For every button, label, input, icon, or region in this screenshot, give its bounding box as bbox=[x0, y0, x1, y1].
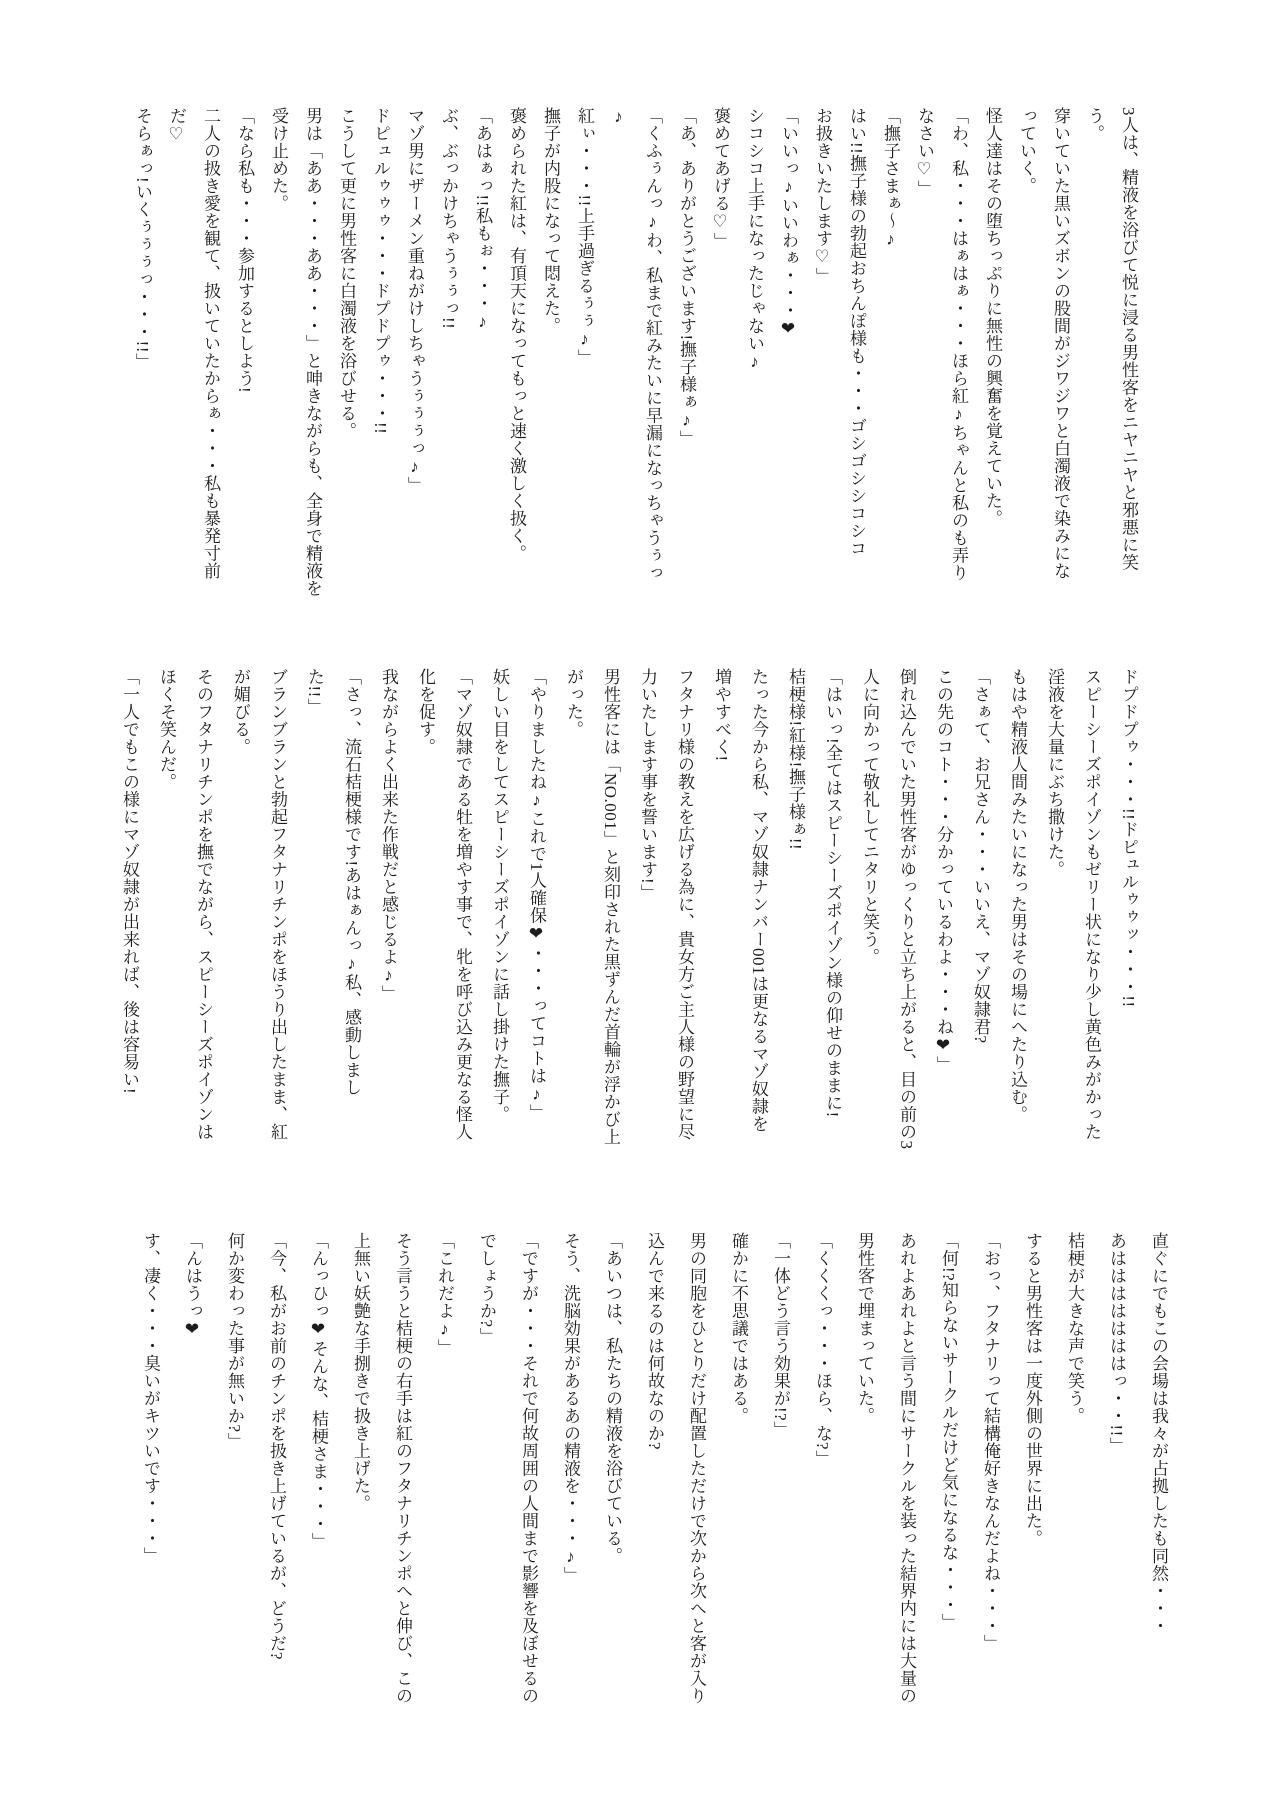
text-column: 「なら私も・・・参加するとしよう! bbox=[235, 107, 254, 394]
text-band-middle bbox=[101, 668, 1137, 1183]
text-column: 「ですが・・・それで何故周囲の人間まで影響を及ぼせるの bbox=[519, 1232, 538, 1705]
text-column: はい!!撫子様の勃起おちんぽ様も・・・ゴシゴシシコシコ bbox=[847, 107, 866, 557]
text-column: そらぁっ!いくぅぅぅっ・・・!!」 bbox=[133, 107, 152, 371]
text-column: 「何!?知らないサークルだけど気になるな・・・」 bbox=[939, 1232, 958, 1632]
text-column: 男は「ああ・・・ああ・・・」と呻きながらも、全身で精液を bbox=[303, 107, 322, 597]
text-column: 確かに不思議ではある。 bbox=[729, 1232, 748, 1425]
text-column: 男の同胞をひとりだけ配置しただけで次から次へと客が入り bbox=[687, 1232, 706, 1705]
text-column: す、凄く・・・臭いがキツいです・・・」 bbox=[141, 1232, 160, 1565]
text-band-top bbox=[117, 107, 1137, 637]
text-column: すると男性客は一度外側の世界に出た。 bbox=[1023, 1232, 1042, 1547]
text-column: 我ながらよく出来た作戦だと感じるよ♪」 bbox=[379, 668, 398, 1003]
text-column: 増やすべく! bbox=[712, 668, 731, 762]
text-column: シコシコ上手になったじゃない♪ bbox=[745, 107, 764, 372]
text-column: 「あはぁっ!!私もぉ・・・♪ bbox=[473, 107, 492, 332]
text-column: でしょうか?」 bbox=[477, 1232, 496, 1346]
text-column: う。 bbox=[1085, 107, 1104, 142]
text-column: 淫液を大量にぶち撒けた。 bbox=[1045, 668, 1064, 878]
text-column: 何か変わった事が無いか?」 bbox=[225, 1232, 244, 1451]
text-column: あはははははははっ・・!!」 bbox=[1107, 1232, 1126, 1455]
text-column: スピーシーズポイゾンもゼリー状になり少し黄色みがかった bbox=[1082, 668, 1101, 1141]
text-column: 「あいつは、私たちの精液を浴びている。 bbox=[603, 1232, 622, 1565]
text-column: 受け止めた。 bbox=[269, 107, 288, 212]
text-column: 「今、私がお前のチンポを扱き上げているが、どうだ? bbox=[267, 1232, 286, 1661]
text-column: 「これだよ♪」 bbox=[435, 1232, 454, 1357]
text-column: 倒れ込んでいた男性客がゆっくりと立ち上がると、目の前の3 bbox=[897, 668, 916, 1150]
text-column: 怪人達はその堕ちっぷりに無性の興奮を覚えていた。 bbox=[983, 107, 1002, 527]
text-column: 「一体どう言う効果が!?」 bbox=[771, 1232, 790, 1439]
text-column: 「やりましたね♪これで1人確保❤・・・ってコトは♪」 bbox=[527, 668, 546, 1122]
text-column: 紅ぃ・・・!!上手過ぎるぅぅ♪」 bbox=[575, 107, 594, 367]
text-column: 妖しい目をしてスピーシーズポイゾンに話し掛けた撫子。 bbox=[490, 668, 509, 1123]
text-column: そう言うと桔梗の右手は紅のフタナリチンポへと伸び、この bbox=[393, 1232, 412, 1705]
text-column: がった。 bbox=[564, 668, 583, 738]
text-column: 撫子が内股になって悶えた。 bbox=[541, 107, 560, 335]
text-column: 「さぁて、お兄さん・・・いいえ、マゾ奴隷君? bbox=[971, 668, 990, 1044]
text-column: 「あ、ありがとうございます!撫子様ぁ♪」 bbox=[677, 107, 696, 448]
text-column: 化を促す。 bbox=[416, 668, 435, 756]
text-column: 二人の扱き愛を観て、扱いていたからぁ・・・私も暴発寸前 bbox=[201, 107, 220, 580]
text-band-bottom bbox=[117, 1232, 1167, 1712]
text-column: ぶ、ぶっかけちゃうぅぅっ!! bbox=[439, 107, 458, 330]
text-column: 「んはうっ❤ bbox=[183, 1232, 202, 1340]
text-column: 桔梗様!紅様!撫子様ぁ!! bbox=[786, 668, 805, 851]
text-column: なさい♡」 bbox=[915, 107, 934, 198]
text-column: フタナリ様の教えを広げる為に、貴女方ご主人様の野望に尽 bbox=[675, 668, 694, 1141]
text-column: そのフタナリチンポを撫でながら、スピーシーズポイゾンは bbox=[194, 668, 213, 1141]
text-column: 人に向かって敬礼してニタリと笑う。 bbox=[860, 668, 879, 966]
text-column: 褒められた紅は、有頂天になってもっと速く激しく扱く。 bbox=[507, 107, 526, 562]
text-column: 「わ、私・・・はぁはぁ・・・ほら紅♪ちゃんと私のも弄り bbox=[949, 107, 968, 582]
text-column: 「んっひっ❤そんな、桔梗さま・・・」 bbox=[309, 1232, 328, 1550]
text-column: たった今から私、マゾ奴隷ナンバー001は更なるマゾ奴隷を bbox=[749, 668, 768, 1133]
text-column: 3人は、精液を浴びて悦に浸る男性客をニヤニヤと邪悪に笑 bbox=[1119, 107, 1138, 571]
text-column: 「マゾ奴隷である牡を増やす事で、牝を呼び込み更なる怪人 bbox=[453, 668, 472, 1141]
text-column: お扱きいたします♡」 bbox=[813, 107, 832, 285]
text-column: 上無い妖艶な手捌きで扱き上げた。 bbox=[351, 1232, 370, 1512]
text-column: この先のコト・・・分かっているわよ・・・ね❤」 bbox=[934, 668, 953, 1074]
text-column: 「はいっ!全てはスピーシーズポイゾン様の仰せのままに! bbox=[823, 668, 842, 1118]
text-column: ほくそ笑んだ。 bbox=[157, 668, 176, 791]
text-column: 桔梗が大きな声で笑う。 bbox=[1065, 1232, 1084, 1425]
text-column: 褒めてあげる♡」 bbox=[711, 107, 730, 250]
text-column: こうして更に男性客に白濁液を浴びせる。 bbox=[337, 107, 356, 440]
text-column: 「くふぅんっ♪わ、私まで紅みたいに早漏になっちゃうぅっ bbox=[643, 107, 662, 582]
text-column: っていく。 bbox=[1017, 107, 1036, 195]
text-column: 男性客で埋まっていた。 bbox=[855, 1232, 874, 1425]
text-column: 「おっ、フタナリって結構俺好きなんだよね・・・」 bbox=[981, 1232, 1000, 1652]
text-column: 込んで来るのは何故なのか? bbox=[645, 1232, 664, 1451]
text-column: が媚びる。 bbox=[231, 668, 250, 756]
text-column: た!!」 bbox=[305, 668, 324, 716]
text-column: もはや精液人間みたいになった男はその場にへたり込む。 bbox=[1008, 668, 1027, 1123]
text-column: 穿いていた黒いズボンの股間がジワジワと白濁液で染みにな bbox=[1051, 107, 1070, 580]
text-column: 「いいっ♪いいわぁ・・・❤ bbox=[779, 107, 798, 340]
text-column: ドプドプゥ・・・!!ドピュルゥゥッ・・・!! bbox=[1119, 668, 1138, 1008]
text-column: 「くくくっ・・・ほら、な?」 bbox=[813, 1232, 832, 1468]
text-column: 「一人でもこの様にマゾ奴隷が出来れば、後は容易い! bbox=[120, 668, 139, 1095]
text-column: そう、洗脳効果があるあの精液を・・・♪」 bbox=[561, 1232, 580, 1584]
text-column: ♪ bbox=[609, 107, 628, 127]
text-column: あれよあれよと言う間にサークルを装った結界内には大量の bbox=[897, 1232, 916, 1705]
text-column: 「さっ、流石桔梗様です!あはぁんっ♪私、感動しまし bbox=[342, 668, 361, 1097]
text-column: 力いたします事を誓います!」 bbox=[638, 668, 657, 902]
text-column: 男性客には「NO.001」と刻印された黒ずんだ首輪が浮かび上 bbox=[601, 668, 620, 1146]
text-column: 「撫子さまぁ〜♪ bbox=[881, 107, 900, 249]
text-column: ブランブランと勃起フタナリチンポをほうり出したまま、紅 bbox=[268, 668, 287, 1141]
text-column: だ♡ bbox=[167, 107, 186, 145]
text-column: ドピュルゥゥゥ・・・ドプドプゥ・・・!! bbox=[371, 107, 390, 435]
text-column: マゾ男にザーメン重ねがけしちゃうぅぅぅっ♪」 bbox=[405, 107, 424, 494]
text-column: 直ぐにでもこの会場は我々が占拠したも同然・・・ bbox=[1149, 1232, 1168, 1635]
